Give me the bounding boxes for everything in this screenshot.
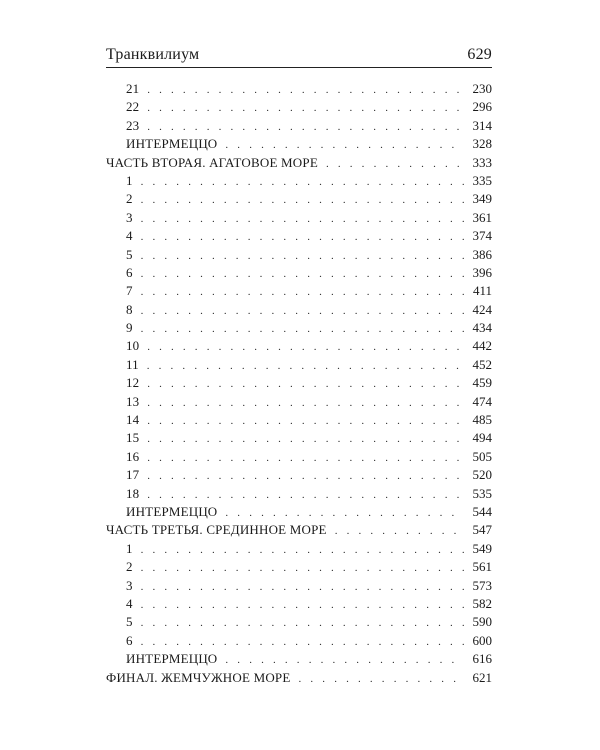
toc-dot-leader — [147, 467, 464, 485]
toc-entry — [106, 356, 492, 374]
toc-entry-label: 6 — [126, 632, 133, 648]
toc-entry-page: 396 — [472, 264, 492, 280]
running-header-title: Транквилиум — [106, 46, 200, 63]
toc-entry-label: 1 — [126, 172, 133, 188]
toc-dot-leader — [141, 191, 464, 209]
toc-entry-page: 547 — [472, 522, 492, 538]
toc-entry-label: 2 — [126, 559, 133, 575]
toc-entry — [106, 282, 492, 300]
toc-dot-leader — [147, 394, 464, 412]
toc-entry — [106, 135, 492, 153]
toc-entry-page: 349 — [472, 191, 492, 207]
toc-entry-page: 314 — [472, 117, 492, 133]
toc-dot-leader — [141, 210, 464, 228]
toc-entry-label: 5 — [126, 614, 133, 630]
toc-entry-label: 13 — [126, 393, 140, 409]
toc-entry — [106, 117, 492, 135]
toc-entry-label: 10 — [126, 338, 140, 354]
toc-entry-label: 16 — [126, 448, 140, 464]
toc-dot-leader — [141, 265, 464, 283]
toc-dot-leader — [147, 81, 464, 99]
toc-entry-page: 328 — [472, 136, 492, 152]
toc-entry-page: 230 — [472, 81, 492, 96]
toc-entry-label: 12 — [126, 375, 140, 391]
toc-entry — [106, 577, 492, 595]
toc-dot-leader — [141, 614, 464, 632]
toc-entry — [106, 227, 492, 245]
toc-entry-label: 15 — [126, 430, 140, 446]
toc-dot-leader — [147, 430, 464, 448]
toc-dot-leader — [147, 375, 464, 393]
toc-entry-page: 544 — [472, 503, 492, 519]
toc-dot-leader — [326, 155, 464, 173]
toc-entry — [106, 632, 492, 650]
toc-entry-label: 1 — [126, 540, 133, 556]
toc-dot-leader — [147, 118, 464, 136]
toc-entry-label: 21 — [126, 81, 140, 96]
toc-entry — [106, 429, 492, 447]
toc-entry-page: 335 — [472, 172, 492, 188]
toc-entry-label: ЧАСТЬ ТРЕТЬЯ. СРЕДИННОЕ МОРЕ — [106, 522, 327, 538]
toc-entry-page: 616 — [472, 651, 492, 667]
toc-entry-page: 296 — [472, 99, 492, 115]
toc-entry — [106, 595, 492, 613]
toc-entry-page: 386 — [472, 246, 492, 262]
page-number: 629 — [467, 46, 492, 63]
toc-entry-label: 5 — [126, 246, 133, 262]
toc-dot-leader — [141, 228, 464, 246]
toc-dot-leader — [147, 357, 464, 375]
toc-dot-leader — [147, 412, 464, 430]
toc-dot-leader — [335, 522, 464, 540]
toc-entry-label: 8 — [126, 301, 133, 317]
toc-entry-label: 14 — [126, 412, 140, 428]
toc-dot-leader — [141, 302, 464, 320]
toc-entry-page: 411 — [472, 283, 492, 299]
toc-entry-label: 23 — [126, 117, 140, 133]
toc-entry-page: 621 — [472, 669, 492, 685]
toc-entry — [106, 264, 492, 282]
header-rule — [106, 67, 492, 68]
toc-entry-page: 561 — [472, 559, 492, 575]
toc-dot-leader — [147, 99, 464, 117]
toc-dot-leader — [141, 578, 464, 596]
toc-entry — [106, 209, 492, 227]
toc-entry — [106, 466, 492, 484]
toc-entry-label: 4 — [126, 595, 133, 611]
toc-entry-page: 535 — [472, 485, 492, 501]
toc-entry-label: ИНТЕРМЕЦЦО — [126, 136, 218, 152]
toc-entry — [106, 650, 492, 668]
toc-entry-page: 434 — [472, 320, 492, 336]
toc-dot-leader — [225, 136, 464, 154]
toc-entry-page: 452 — [472, 356, 492, 372]
toc-entry — [106, 558, 492, 576]
toc-dot-leader — [141, 247, 464, 265]
toc-dot-leader — [141, 559, 464, 577]
toc-dot-leader — [147, 486, 464, 504]
toc-entry-page: 582 — [472, 595, 492, 611]
toc-entry — [106, 98, 492, 116]
toc-entry-page: 374 — [472, 228, 492, 244]
toc-entry-label: 22 — [126, 99, 140, 115]
toc-entry-page: 424 — [472, 301, 492, 317]
toc-entry-label: 6 — [126, 264, 133, 280]
toc-dot-leader — [141, 173, 464, 191]
toc-entry-page: 520 — [472, 467, 492, 483]
toc-entry-page: 333 — [472, 154, 492, 170]
toc-entry-label: 2 — [126, 191, 133, 207]
running-header — [106, 40, 492, 64]
toc-entry-label: 3 — [126, 209, 133, 225]
toc-entry — [106, 669, 492, 687]
toc-entry — [106, 190, 492, 208]
toc-entry-page: 573 — [472, 577, 492, 593]
toc-entry — [106, 613, 492, 631]
toc-entry — [106, 485, 492, 503]
toc-entry — [106, 246, 492, 264]
toc-dot-leader — [141, 283, 464, 301]
toc-entry-page: 549 — [472, 540, 492, 556]
toc-entry-page: 590 — [472, 614, 492, 630]
toc-entry-page: 442 — [472, 338, 492, 354]
toc-entry-label: ФИНАЛ. ЖЕМЧУЖНОЕ МОРЕ — [106, 669, 291, 685]
toc-entry — [106, 301, 492, 319]
toc-entry — [106, 393, 492, 411]
toc-entry-page: 494 — [472, 430, 492, 446]
toc-entry-page: 485 — [472, 412, 492, 428]
toc-dot-leader — [225, 504, 464, 522]
toc-dot-leader — [225, 651, 464, 669]
toc-entry — [106, 337, 492, 355]
toc-entry — [106, 154, 492, 172]
toc-entry-page: 361 — [472, 209, 492, 225]
toc-entry — [106, 503, 492, 521]
toc-entry-page: 600 — [472, 632, 492, 648]
toc-entry-label: ИНТЕРМЕЦЦО — [126, 503, 218, 519]
toc-entry-label: ЧАСТЬ ВТОРАЯ. АГАТОВОЕ МОРЕ — [106, 154, 318, 170]
toc-entry — [106, 448, 492, 466]
toc-dot-leader — [141, 541, 464, 559]
toc-dot-leader — [147, 338, 464, 356]
toc-entry-page: 505 — [472, 448, 492, 464]
toc-dot-leader — [141, 596, 464, 614]
toc-entry-page: 474 — [472, 393, 492, 409]
toc-entry-label: 18 — [126, 485, 140, 501]
toc-entry — [106, 411, 492, 429]
toc-entry — [106, 80, 492, 98]
toc-entry — [106, 521, 492, 539]
toc-entry — [106, 540, 492, 558]
toc-entry-label: 3 — [126, 577, 133, 593]
toc-dot-leader — [141, 633, 464, 651]
toc-entry — [106, 374, 492, 392]
toc-entry-label: 9 — [126, 320, 133, 336]
toc-entry-page: 459 — [472, 375, 492, 391]
toc-entry-label: 17 — [126, 467, 140, 483]
toc-entry-label: 11 — [126, 356, 139, 372]
table-of-contents — [106, 80, 492, 687]
toc-dot-leader — [147, 449, 464, 467]
toc-entry-label: 7 — [126, 283, 133, 299]
toc-entry-label: ИНТЕРМЕЦЦО — [126, 651, 218, 667]
toc-entry — [106, 319, 492, 337]
toc-dot-leader — [299, 670, 465, 688]
toc-entry — [106, 172, 492, 190]
toc-entry-label: 4 — [126, 228, 133, 244]
toc-dot-leader — [141, 320, 464, 338]
